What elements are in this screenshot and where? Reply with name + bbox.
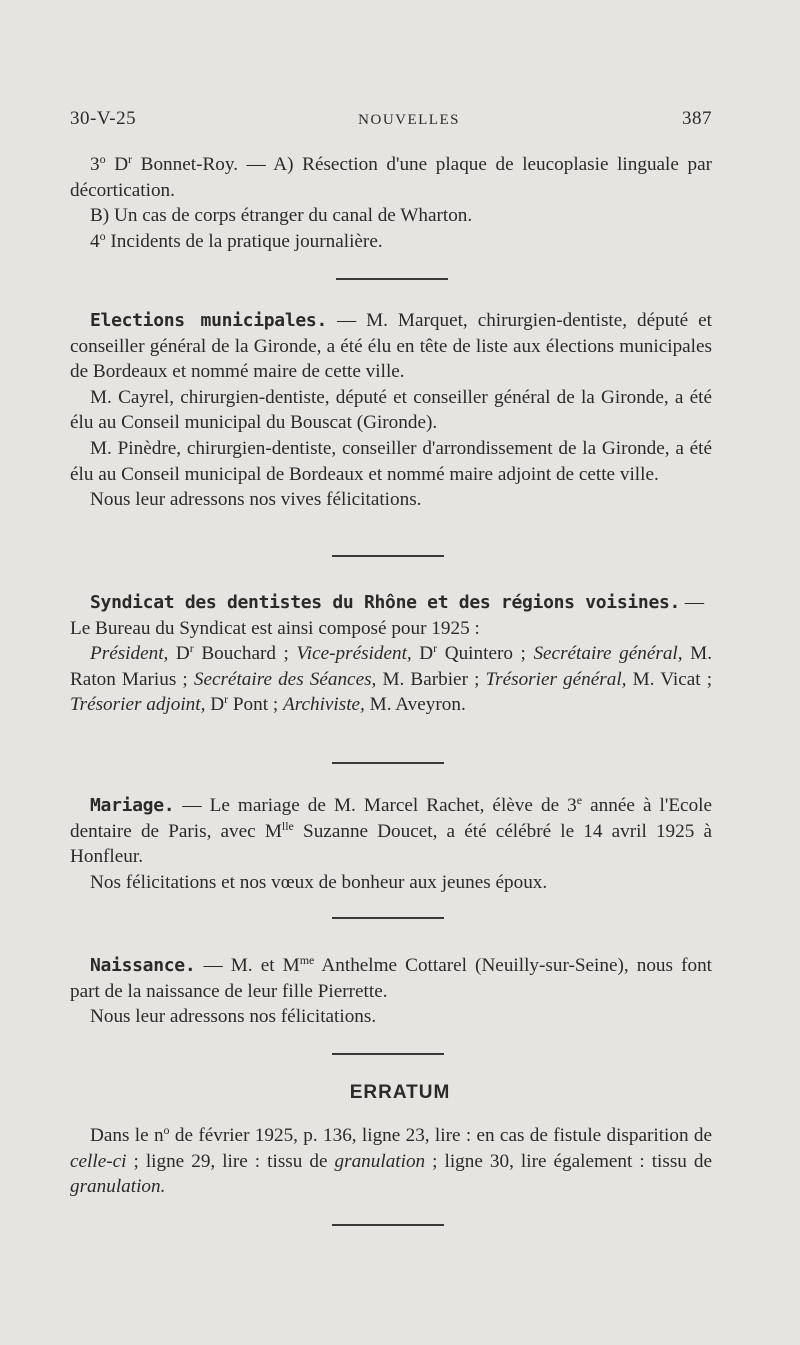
section-heading: Mariage. xyxy=(90,795,175,816)
header-section-title: NOUVELLES xyxy=(358,112,460,128)
section-divider xyxy=(332,762,444,764)
role-label: Trésorier adjoint, xyxy=(70,694,206,716)
section-erratum xyxy=(70,1123,712,1200)
role-label: Secrétaire des Séances, xyxy=(193,668,377,690)
header-date: 30-V-25 xyxy=(70,108,137,129)
intro-item-4 xyxy=(70,229,712,255)
section-divider xyxy=(332,555,444,557)
naissance-paragraph-2: Nous leur adressons nos félicitations. xyxy=(90,1006,377,1028)
running-header xyxy=(70,108,712,130)
paragraph-text: de février 1925, p. 136, ligne 23, lire : en cas de fistule disparition de xyxy=(174,1125,713,1146)
ordinal-mark: e xyxy=(576,793,583,807)
syndicat-intro: Le Bureau du Syndicat est ainsi composé pour 1925 : xyxy=(70,617,480,639)
intro-item-3 xyxy=(70,152,712,203)
elections-paragraph-1 xyxy=(70,308,712,385)
title-abbrev: D xyxy=(419,643,434,665)
role-label: Président, xyxy=(90,643,169,665)
mariage-paragraph-2: Nos félicitations et nos vœux de bonheur aux jeunes époux. xyxy=(90,871,548,893)
title-abbrev-sup: r xyxy=(433,641,438,656)
title-abbrev: D xyxy=(210,694,225,716)
elections-paragraph-4: Nous leur adressons nos vives félicitations. xyxy=(90,489,422,511)
paragraph-text: — M. Marquet, chirurgien-dentiste, député et conseiller général de la Gironde, a été élu en tête de liste aux élections municipales de Bordeaux et nommé maire de cette ville. xyxy=(70,310,712,383)
emphasis-text: granulation. xyxy=(70,1176,166,1198)
elections-paragraph-3: M. Pinèdre, chirurgien-dentiste, conseiller d'arrondissement de la Gironde, a été élu au Conseil municipal de Bordeaux et nommé maire adjoint de cette ville. xyxy=(70,437,712,485)
item-text: Incidents de la pratique journalière. xyxy=(110,230,383,252)
item-number: 4 xyxy=(90,230,100,252)
title-abbrev-sup: r xyxy=(128,152,133,166)
header-page-number: 387 xyxy=(682,108,712,129)
title-abbrev: D xyxy=(114,154,129,175)
section-divider xyxy=(332,1053,444,1055)
role-label: Vice-président, xyxy=(296,643,412,665)
ordinal-mark: o xyxy=(99,228,106,243)
member-name: M. Vicat ; xyxy=(632,668,713,690)
paragraph-text: ; ligne 29, lire : tissu de xyxy=(133,1150,328,1172)
section-heading: Syndicat des dentistes du Rhône et des régions voisines. xyxy=(90,592,681,613)
paragraph-text: Anthelme Cottarel (Neuilly-sur-Seine), nous font part de la naissance de leur fille Pierrette. xyxy=(70,955,712,1002)
title-abbrev-sup: r xyxy=(189,641,194,656)
member-name: M. Barbier ; xyxy=(382,668,480,690)
member-name: M. Aveyron. xyxy=(369,694,466,716)
member-name: Pont ; xyxy=(232,694,279,716)
syndicat-heading-line xyxy=(70,590,712,616)
heading-dash: — xyxy=(684,592,705,613)
emphasis-text: celle-ci xyxy=(70,1150,127,1172)
elections-paragraph-2: M. Cayrel, chirurgien-dentiste, député et conseiller général de la Gironde, a été élu au Conseil municipal du Bouscat (Gironde). xyxy=(70,386,712,434)
paragraph-text: Dans le n xyxy=(90,1125,164,1146)
naissance-paragraph-1 xyxy=(70,953,712,1004)
emphasis-text: granulation xyxy=(334,1150,426,1172)
syndicat-bureau-list xyxy=(70,641,712,718)
item-number: 3 xyxy=(90,154,100,175)
role-label: Trésorier général, xyxy=(485,668,627,690)
section-divider xyxy=(332,1224,444,1226)
paragraph-text: — M. et M xyxy=(203,955,300,976)
paragraph-text: année à l'Ecole dentaire de Paris, avec M xyxy=(70,795,713,842)
erratum-title: ERRATUM xyxy=(349,1082,451,1103)
title-abbrev-sup: r xyxy=(224,692,229,707)
section-heading: Elections municipales. xyxy=(90,310,327,331)
member-name: Quintero ; xyxy=(444,643,526,665)
intro-item-b: B) Un cas de corps étranger du canal de Wharton. xyxy=(90,205,473,227)
section-heading: Naissance. xyxy=(90,955,196,976)
erratum-paragraph xyxy=(70,1123,712,1200)
member-name: Bouchard ; xyxy=(201,643,289,665)
intro-list xyxy=(70,152,712,254)
section-divider xyxy=(336,278,448,280)
section-divider xyxy=(332,917,444,919)
paragraph-text: Suzanne Doucet, a été célébré le 14 avril 1925 à Honfleur. xyxy=(70,820,712,868)
role-label: Secrétaire général, xyxy=(533,643,683,665)
section-mariage xyxy=(70,793,712,895)
ordinal-mark: o xyxy=(163,1123,170,1137)
role-label: Archiviste, xyxy=(282,694,365,716)
section-naissance xyxy=(70,953,712,1030)
title-abbrev: D xyxy=(175,643,190,665)
item-text: Bonnet-Roy. — A) Résection d'une plaque de leucoplasie linguale par décortication. xyxy=(70,154,712,201)
ordinal-mark: o xyxy=(99,152,106,166)
title-abbrev-sup: lle xyxy=(281,818,294,833)
title-abbrev-sup: me xyxy=(299,953,315,967)
mariage-paragraph-1 xyxy=(70,793,712,870)
member-name: M. Raton Marius ; xyxy=(70,643,712,690)
paragraph-text: ; ligne 30, lire également : tissu de xyxy=(432,1150,713,1172)
section-elections xyxy=(70,308,712,513)
paragraph-text: — Le mariage de M. Marcel Rachet, élève de 3 xyxy=(182,795,577,816)
section-syndicat xyxy=(70,590,712,718)
